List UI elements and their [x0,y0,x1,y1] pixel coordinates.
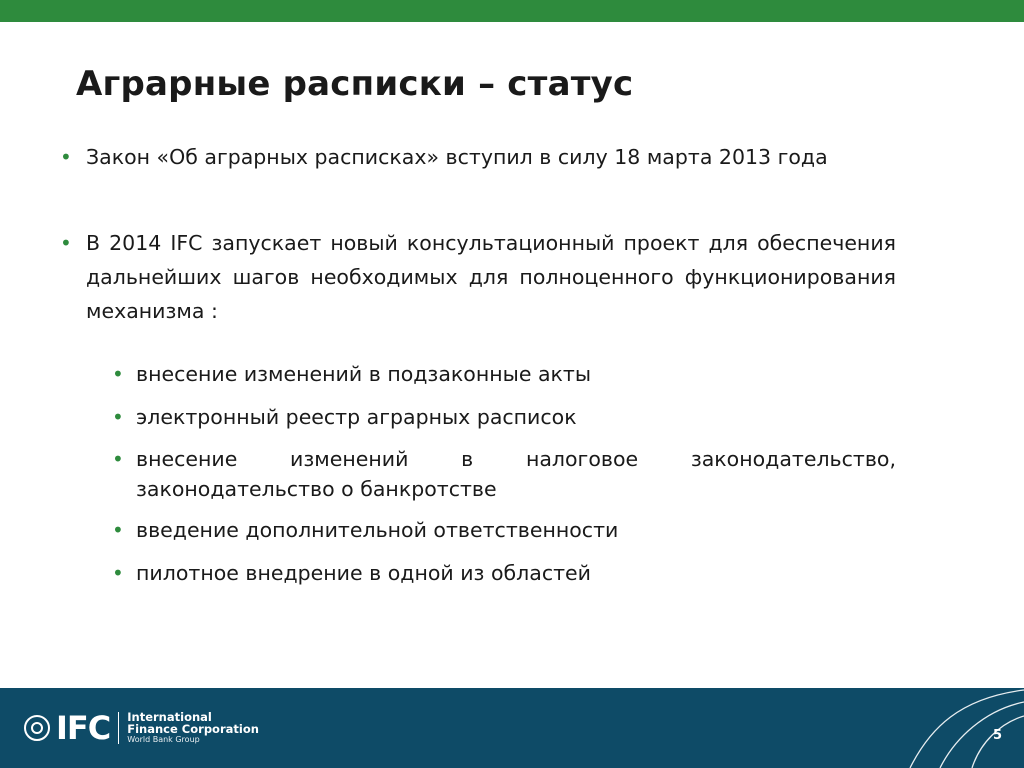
logo-text [127,711,259,745]
top-accent-bar [0,0,1024,22]
main-bullet-list [58,140,896,328]
slide-title: Аграрные расписки – статус [76,64,634,104]
bullet-dot-icon: • [112,362,124,386]
footer-bar [0,688,1024,768]
sub-bullet-item [110,557,896,590]
bullet-dot-icon: • [60,145,72,169]
ifc-logo-mark: IFC [56,709,111,747]
logo-divider [118,712,119,744]
sub-bullet-item [110,444,896,504]
logo-line-finance-corporation: Finance Corporation [127,722,259,736]
sub-bullet-text: внесение изменений в налоговое законодательство, законодательство о банкротстве [136,447,896,501]
bullet-dot-icon: • [112,561,124,585]
bullet-dot-icon: • [112,518,124,542]
sub-bullet-text: пилотное внедрение в одной из областей [136,561,591,585]
bullet-item [58,226,896,328]
sub-bullet-list [110,358,896,600]
bullet-dot-icon: • [112,447,124,471]
globe-icon [24,715,50,741]
ifc-logo [24,708,259,748]
sub-bullet-text: внесение изменений в подзаконные акты [136,362,592,386]
sub-bullet-text: электронный реестр аграрных расписок [136,405,577,429]
decorative-swoosh-icon [900,688,1024,768]
bullet-dot-icon: • [60,231,72,255]
logo-line-world-bank-group: World Bank Group [127,735,200,744]
page-number: 5 [992,728,1002,743]
bullet-text: Закон «Об аграрных расписках» вступил в силу 18 марта 2013 года [86,145,828,169]
bullet-dot-icon: • [112,405,124,429]
sub-bullet-text: введение дополнительной ответственности [136,518,619,542]
bullet-item [58,140,896,174]
logo-line-international: International [127,710,212,724]
sub-bullet-item [110,358,896,391]
sub-bullet-item [110,401,896,434]
bullet-text: В 2014 IFC запускает новый консультационный проект для обеспечения дальнейших шагов необходимых для полноценного функционирования механизма : [86,231,896,323]
sub-bullet-item [110,514,896,547]
